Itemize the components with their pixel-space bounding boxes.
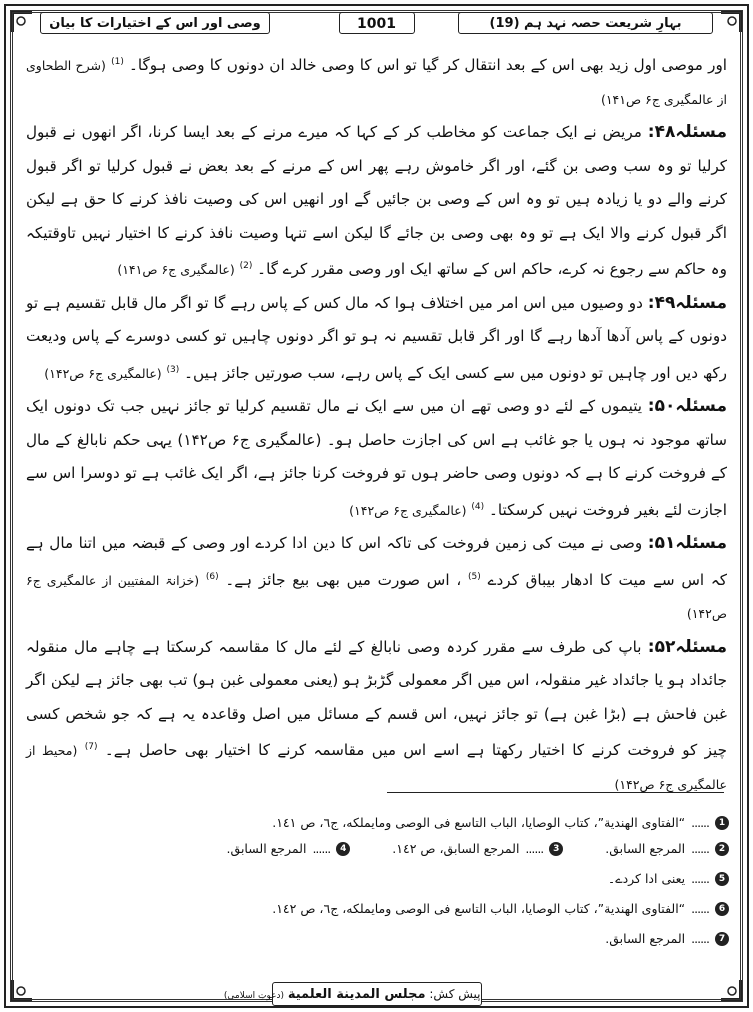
footnote-number: 7 bbox=[715, 932, 729, 946]
footnote-6 bbox=[272, 896, 729, 918]
footnote-marker: (3) bbox=[166, 364, 180, 375]
footnote-number: 3 bbox=[549, 842, 563, 856]
leader-dots: ...... bbox=[312, 841, 331, 856]
intro-paragraph bbox=[26, 46, 727, 116]
footnote-number: 6 bbox=[715, 902, 729, 916]
reference: (خزانۃ المفتیین از عالمگیری ج۶ ص۱۴۲) bbox=[26, 572, 727, 622]
footnote-4 bbox=[227, 838, 351, 860]
footnote-divider bbox=[387, 792, 724, 793]
footnote-2 bbox=[605, 838, 729, 860]
chapter-title: وصی اور اس کے اختیارات کا بیان bbox=[40, 12, 270, 34]
leader-dots: ...... bbox=[691, 901, 709, 916]
footnote-5 bbox=[608, 866, 729, 888]
footnote-text: المرجع السابق. bbox=[605, 931, 686, 946]
masala-52 bbox=[26, 631, 727, 802]
footnote-1 bbox=[272, 810, 729, 832]
presented-by-label: پیش کش: bbox=[429, 987, 481, 1001]
reference: (عالمگیری ج۶ ص۱۴۲) bbox=[44, 365, 162, 381]
masala-50 bbox=[26, 390, 727, 527]
footnote-3 bbox=[392, 838, 563, 860]
publisher-subtitle: (دعوتِ اسلامی) bbox=[223, 991, 285, 1001]
footnote-7 bbox=[605, 926, 729, 948]
reference: (عالمگیری ج۶ ص۱۴۱) bbox=[117, 262, 235, 278]
paragraph-text: وصی نے میت کی زمین فروخت کی تاکہ اس کا دین ادا کردے اور وصی کے قبضہ میں اتنا مال ہے کہ اس سے میت کا ادھار بیباق کردے bbox=[26, 534, 728, 589]
paragraph-text: اور موصی اول زید بھی اس کے بعد انتقال کر گیا تو اس کا وصی خالد ان دونوں کا وصی ہوگا۔ bbox=[129, 56, 728, 75]
footnote-marker: (4) bbox=[471, 501, 485, 512]
masala-label: مسئلہ۴۹: bbox=[647, 292, 727, 313]
footnote-text: “الفتاوى الهندية”، كتاب الوصايا، الباب التاسع فى الوصى ومايملكه، ج٦، ص ١٤٢. bbox=[272, 901, 686, 916]
paragraph-text: ، اس صورت میں بھی بیع جائز ہے۔ bbox=[225, 570, 462, 589]
footnote-marker: (1) bbox=[111, 57, 124, 67]
paragraph-text: باپ کی طرف سے مقرر کردہ وصی نابالغ کے لئے مال کا مقاسمہ کرسکتا ہے چاہے مال منقولہ جائداد ہو یا جائداد غیر منقولہ، اس میں اگر معمولی گڑبڑ ہو (یعنی معمولی غبن ہو) تب بھی جائز ہے لیکن اگر غبن فاحش ہے (بڑا غبن ہے) تو جائز نہیں، اس قسم کے مسائل میں اصل وقاعدہ یہ ہے کہ جو شخص کسی چیز کو فروخت کرنے کا اختیار رکھتا ہے اسے اس میں مقاسمہ کرنے کا اختیار بھی حاصل ہے۔ bbox=[26, 637, 728, 760]
footnote-text: “الفتاوى الهندية”، كتاب الوصايا، الباب التاسع فى الوصى ومايملكه، ج٦، ص ١٤١. bbox=[272, 815, 686, 830]
masala-49 bbox=[26, 287, 727, 391]
footnote-marker: (7) bbox=[84, 742, 98, 753]
publisher-name: مجلس المدينة العلمية bbox=[287, 987, 426, 1002]
footnote-text: المرجع السابق، ص ١٤٢. bbox=[392, 841, 520, 856]
page-number: 1001 bbox=[339, 12, 415, 34]
page-body bbox=[26, 46, 727, 801]
footnote-number: 1 bbox=[715, 816, 729, 830]
page-header bbox=[40, 12, 713, 36]
leader-dots: ...... bbox=[691, 841, 709, 856]
leader-dots: ...... bbox=[691, 815, 709, 830]
leader-dots: ...... bbox=[691, 931, 709, 946]
footnote-number: 5 bbox=[715, 872, 729, 886]
book-title: بہارِ شریعت حصہ نہد ہم (19) bbox=[458, 12, 713, 34]
leader-dots: ...... bbox=[525, 841, 544, 856]
paragraph-text: یتیموں کے لئے دو وصی تھے ان میں سے ایک نے مال تقسیم کرلیا تو جائز نہیں جب تک دونوں ایک ساتھ موجود نہ ہوں یا جو غائب ہے اس کی اجازت حاصل ہو۔ (عالمگیری ج۶ ص۱۴۲) یہی حکم نابالغ کے مال کے فروخت کرنے کا ہے کہ دونوں وصی حاضر ہوں تو فروخت کرنا جائز ہے، اگر ایک غائب ہے تو دوسرا اس سے اجازت لئے بغیر فروخت نہیں کرسکتا۔ bbox=[26, 397, 727, 519]
footnote-marker: (2) bbox=[239, 261, 253, 272]
footnote-text: المرجع السابق. bbox=[605, 841, 686, 856]
leader-dots: ...... bbox=[691, 871, 709, 886]
reference: (محیط از عالمگیری ج۶ ص۱۴۲) bbox=[26, 743, 727, 792]
paragraph-text: مریض نے ایک جماعت کو مخاطب کر کے کہا کہ میرے مرنے کے بعد ایسا کرنا، اگر انھوں نے قبول کرلیا تو وہ سب وصی بن گئے، اور اگر خاموش رہے پھر اس کے مرنے کے بعد بعض نے قبول کرلیا تو اگر قبول کرنے والے دو یا زیادہ ہیں تو وہ اس کے وصی بن جائیں گے اور انھیں اس کی وصیت نافذ کرنے کا حق ہے لیکن اگر قبول کرنے والا ایک ہے تو وہ بھی وصی بن جائے گا لیکن اسے تنہا وصیت نافذ کرنے کا اختیار نہیں تاوقتیکہ وہ حاکم سے رجوع نہ کرے، حاکم اس کے ساتھ ایک اور وصی مقرر کرے گا۔ bbox=[26, 123, 727, 279]
footnote-marker: (6) bbox=[205, 571, 219, 582]
reference: (شرح الطحاوی از عالمگیری ج۶ ص۱۴۱) bbox=[26, 58, 727, 107]
footnote-text: المرجع السابق. bbox=[226, 841, 307, 856]
footnote-row-2-3-4 bbox=[227, 838, 729, 860]
paragraph-text: دو وصیوں میں اس امر میں اختلاف ہوا کہ مال کس کے پاس رہے گا تو اگر مال قابل تقسیم ہے تو دونوں کے پاس آدھا آدھا رہے گا اور اگر قابل تقسیم نہ ہو تو اگر دونوں چاہیں تو کسی دوسرے کے پاس ودیعت رکھ دیں اور چاہیں تو دونوں میں سے کسی ایک کے پاس رہے، سب صورتیں جائز ہیں۔ bbox=[26, 293, 727, 382]
masala-51 bbox=[26, 527, 727, 631]
masala-label: مسئلہ۵۰: bbox=[647, 396, 727, 417]
publisher-box bbox=[223, 982, 482, 1006]
masala-label: مسئلہ۵۲: bbox=[647, 636, 728, 657]
reference: (عالمگیری ج۶ ص۱۴۲) bbox=[349, 502, 467, 518]
masala-48 bbox=[26, 116, 727, 287]
masala-label: مسئلہ۴۸: bbox=[647, 122, 727, 143]
footnote-text: یعنی ادا کردے۔ bbox=[607, 871, 686, 886]
footnote-number: 2 bbox=[715, 842, 729, 856]
footnote-number: 4 bbox=[336, 842, 350, 856]
page-footer bbox=[0, 982, 753, 1006]
masala-label: مسئلہ۵۱: bbox=[647, 533, 728, 554]
footnote-marker: (5) bbox=[468, 571, 481, 582]
